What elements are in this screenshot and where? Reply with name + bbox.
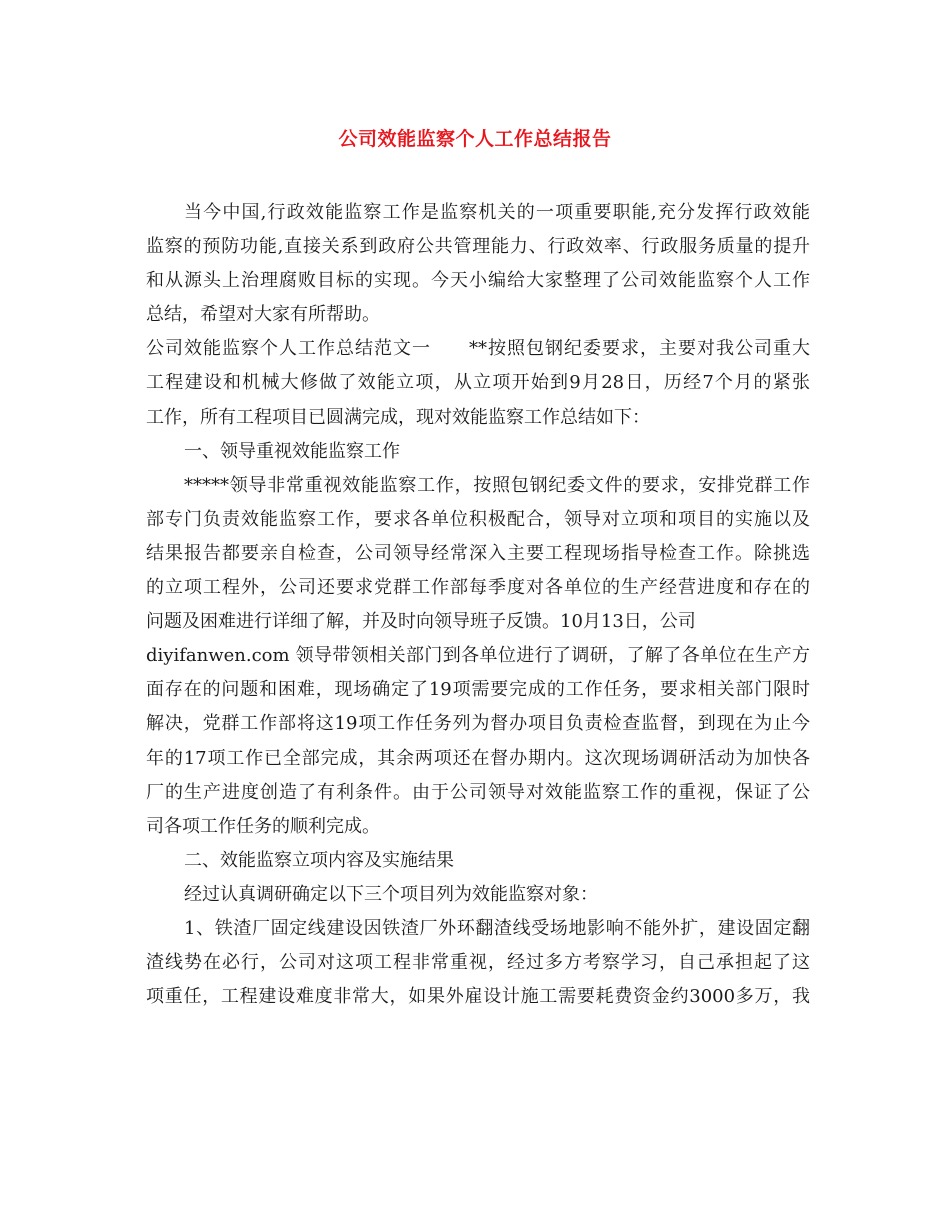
text-line: 总结，希望对大家有所帮助。 xyxy=(146,304,380,326)
text-line: diyifanwen.com 领导带领相关部门到各单位进行了调研，了解了各单位在生产方 xyxy=(146,645,810,667)
text-line: 面存在的问题和困难，现场确定了19项需要完成的工作任务，要求相关部门限时 xyxy=(146,679,810,701)
text-line: 监察的预防功能,直接关系到政府公共管理能力、行政效率、行政服务质量的提升 xyxy=(146,236,810,258)
text-line: 司各项工作任务的顺利完成。 xyxy=(146,815,380,837)
text-line: 年的17项工作已全部完成，其余两项还在督办期内。这次现场调研活动为加快各 xyxy=(146,747,810,769)
text-line: 问题及困难进行详细了解，并及时向领导班子反馈。10月13日，公司 xyxy=(146,611,696,633)
text-line: 结果报告都要亲自检查，公司领导经常深入主要工程现场指导检查工作。除挑选 xyxy=(146,542,810,564)
text-line: 经过认真调研确定以下三个项目列为效能监察对象： xyxy=(184,883,598,905)
text-line: 二、效能监察立项内容及实施结果 xyxy=(184,849,454,871)
text-line: 解决，党群工作部将这19项工作任务列为督办项目负责检查监督，到现在为止今 xyxy=(146,713,810,735)
text-line: 公司效能监察个人工作总结范文一 **按照包钢纪委要求，主要对我公司重大 xyxy=(146,338,810,360)
text-line: 1、铁渣厂固定线建设因铁渣厂外环翻渣线受场地影响不能外扩，建设固定翻 xyxy=(184,917,810,939)
text-line: 和从源头上治理腐败目标的实现。今天小编给大家整理了公司效能监察个人工作 xyxy=(146,270,810,292)
text-line: 当今中国,行政效能监察工作是监察机关的一项重要职能,充分发挥行政效能 xyxy=(184,202,810,223)
text-line: 工作，所有工程项目已圆满完成，现对效能监察工作总结如下： xyxy=(146,406,650,428)
text-line: 渣线势在必行，公司对这项工程非常重视，经过多方考察学习，自己承担起了这 xyxy=(146,952,810,974)
text-line: 一、领导重视效能监察工作 xyxy=(184,440,400,462)
text-line: 部专门负责效能监察工作，要求各单位积极配合，领导对立项和项目的实施以及 xyxy=(146,508,810,530)
text-line: 厂的生产进度创造了有利条件。由于公司领导对效能监察工作的重视，保证了公 xyxy=(146,781,810,803)
document-title: 公司效能监察个人工作总结报告 xyxy=(338,128,612,150)
text-line: *****领导非常重视效能监察工作，按照包钢纪委文件的要求，安排党群工作 xyxy=(184,474,810,496)
text-line: 工程建设和机械大修做了效能立项，从立项开始到9月28日，历经7个月的紧张 xyxy=(146,372,810,394)
text-line: 的立项工程外，公司还要求党群工作部每季度对各单位的生产经营进度和存在的 xyxy=(146,577,810,599)
text-line: 项重任，工程建设难度非常大，如果外雇设计施工需要耗费资金约3000多万，我 xyxy=(146,986,810,1008)
document-body xyxy=(146,196,810,1014)
